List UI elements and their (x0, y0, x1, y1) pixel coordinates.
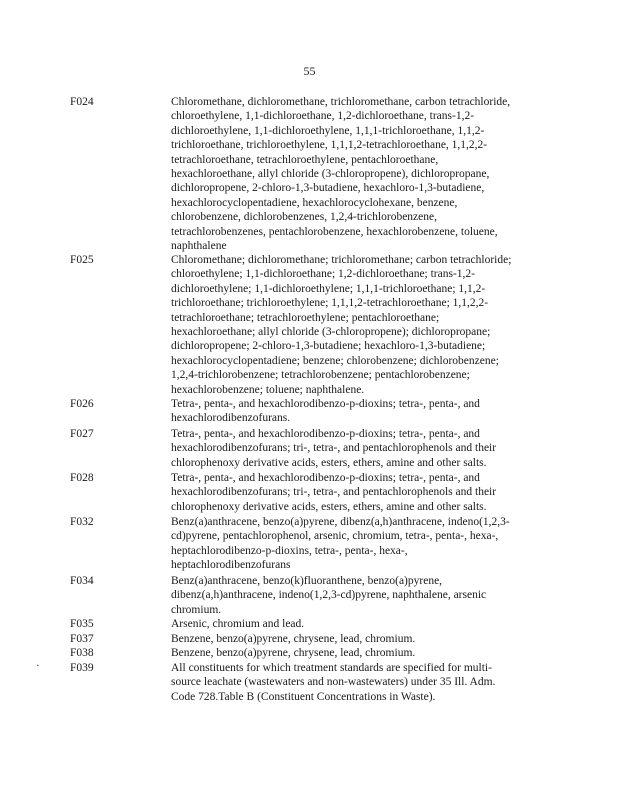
constituent-text (171, 646, 551, 660)
text-line: tetrachlorobenzenes, pentachlorobenzene, hexachlorobenzene, toluene, (171, 225, 498, 238)
text-line: hexachlorodibenzofurans; tri-, tetra-, and pentachlorophenols and their (171, 486, 497, 499)
text-line: heptachlorodibenzo-p-dioxins, tetra-, penta-, hexa-, (171, 544, 408, 557)
text-line: tetrachloroethane, tetrachloroethylene, pentachloroethane, (171, 153, 439, 166)
text-line: Benz(a)anthracene, benzo(a)pyrene, dibenz(a,h)anthracene, indeno(1,2,3- (171, 516, 510, 528)
text-line: hexachlorodibenzofurans. (171, 412, 291, 425)
text-line: All constituents for which treatment standards are specified for multi- (171, 662, 492, 674)
text-line: dichloroethylene, 1,1-dichloroethylene, 1,1,1-trichloroethane, 1,1,2- (171, 124, 485, 137)
waste-code: F025 (70, 254, 94, 266)
waste-code: F039 (70, 662, 94, 674)
constituent-text (171, 617, 551, 631)
waste-code: F037 (70, 633, 94, 645)
text-line: dichloroethylene; 1,1-dichloroethylene; 1,1,1-trichloroethane; 1,1,2- (171, 282, 486, 295)
text-line: Tetra-, penta-, and hexachlorodibenzo-p-dioxins; tetra-, penta-, and (171, 428, 480, 440)
text-line: dichloropropene; 2-chloro-1,3-butadiene; hexachloro-1,3-butadiene; (171, 340, 486, 353)
waste-code: F032 (70, 516, 94, 528)
constituent-text (171, 471, 551, 514)
text-line: chloroethylene; 1,1-dichloroethane; 1,2-dichloroethane; trans-1,2- (171, 268, 476, 281)
constituent-text (171, 427, 551, 470)
text-line: Benz(a)anthracene, benzo(k)fluoranthene, benzo(a)pyrene, (171, 575, 443, 587)
text-line: Benzene, benzo(a)pyrene, chrysene, lead, chromium. (171, 647, 416, 659)
text-line: Arsenic, chromium and lead. (171, 618, 305, 630)
text-line: chlorophenoxy derivative acids, esters, ethers, amine and other salts. (171, 500, 487, 513)
text-line: chlorobenzene, dichlorobenzenes, 1,2,4-trichlorobenzene, (171, 211, 437, 224)
waste-code: F035 (70, 618, 94, 630)
text-line: Tetra-, penta-, and hexachlorodibenzo-p-dioxins; tetra-, penta-, and (171, 472, 480, 484)
constituent-text (171, 632, 551, 646)
waste-code: F038 (70, 647, 94, 659)
text-line: chlorophenoxy derivative acids, esters, ethers, amine and other salts. (171, 456, 487, 469)
text-line: hexachlorocyclopentadiene; benzene; chlorobenzene; dichlorobenzene; (171, 354, 499, 367)
text-line: cd)pyrene, pentachlorophenol, arsenic, chromium, tetra-, penta-, hexa-, (171, 530, 499, 543)
waste-code: F028 (70, 472, 94, 484)
text-line: 1,2,4-trichlorobenzene; tetrachlorobenzene; pentachlorobenzene; (171, 369, 470, 382)
text-line: Code 728.Table B (Constituent Concentrations in Waste). (171, 690, 436, 703)
text-line: tetrachloroethane; tetrachloroethylene; pentachloroethane; (171, 311, 440, 324)
text-line: trichloroethane, trichloroethylene, 1,1,1,2-tetrachloroethane, 1,1,2,2- (171, 139, 488, 152)
constituent-text (171, 661, 551, 704)
waste-code: F024 (70, 96, 94, 108)
constituent-text (171, 397, 551, 426)
text-line: hexachlorodibenzofurans; tri-, tetra-, and pentachlorophenols and their (171, 442, 497, 455)
text-line: dichloropropene, 2-chloro-1,3-butadiene, hexachloro-1,3-butadiene, (171, 182, 485, 195)
text-line: chromium. (171, 603, 222, 616)
text-line: chloroethylene, 1,1-dichloroethane, 1,2-dichloroethane, trans-1,2- (171, 110, 475, 123)
waste-code: F026 (70, 398, 94, 410)
text-line: Benzene, benzo(a)pyrene, chrysene, lead, chromium. (171, 633, 416, 645)
constituent-text (171, 515, 551, 573)
constituent-text (171, 95, 551, 253)
text-line: naphthalene (171, 240, 227, 253)
constituent-text (171, 253, 551, 397)
page-number: 55 (303, 64, 316, 78)
text-line: hexachlorocyclopentadiene, hexachlorocyclohexane, benzene, (171, 196, 458, 209)
text-line: hexachloroethane; allyl chloride (3-chloropropene); dichloropropane; (171, 326, 491, 339)
text-line: source leachate (wastewaters and non-wastewaters) under 35 Ill. Adm. (171, 676, 496, 689)
text-line: Chloromethane, dichloromethane, trichloromethane, carbon tetrachloride, (171, 96, 511, 108)
waste-code: F034 (70, 575, 94, 587)
text-line: Chloromethane; dichloromethane; trichloromethane; carbon tetrachloride; (171, 254, 512, 266)
text-line: dibenz(a,h)anthracene, indeno(1,2,3-cd)pyrene, naphthalene, arsenic (171, 589, 487, 602)
waste-code: F027 (70, 428, 94, 440)
margin-mark: · (36, 660, 40, 672)
text-line: heptachlorodibenzofurans (171, 559, 291, 572)
text-line: hexachlorobenzene; toluene; naphthalene. (171, 383, 365, 396)
text-line: Tetra-, penta-, and hexachlorodibenzo-p-dioxins; tetra-, penta-, and (171, 398, 480, 410)
text-line: hexachloroethane, allyl chloride (3-chloropropene), dichloropropane, (171, 168, 490, 181)
constituent-text (171, 574, 551, 617)
text-line: trichloroethane; trichloroethylene; 1,1,1,2-tetrachloroethane; 1,1,2,2- (171, 297, 489, 310)
